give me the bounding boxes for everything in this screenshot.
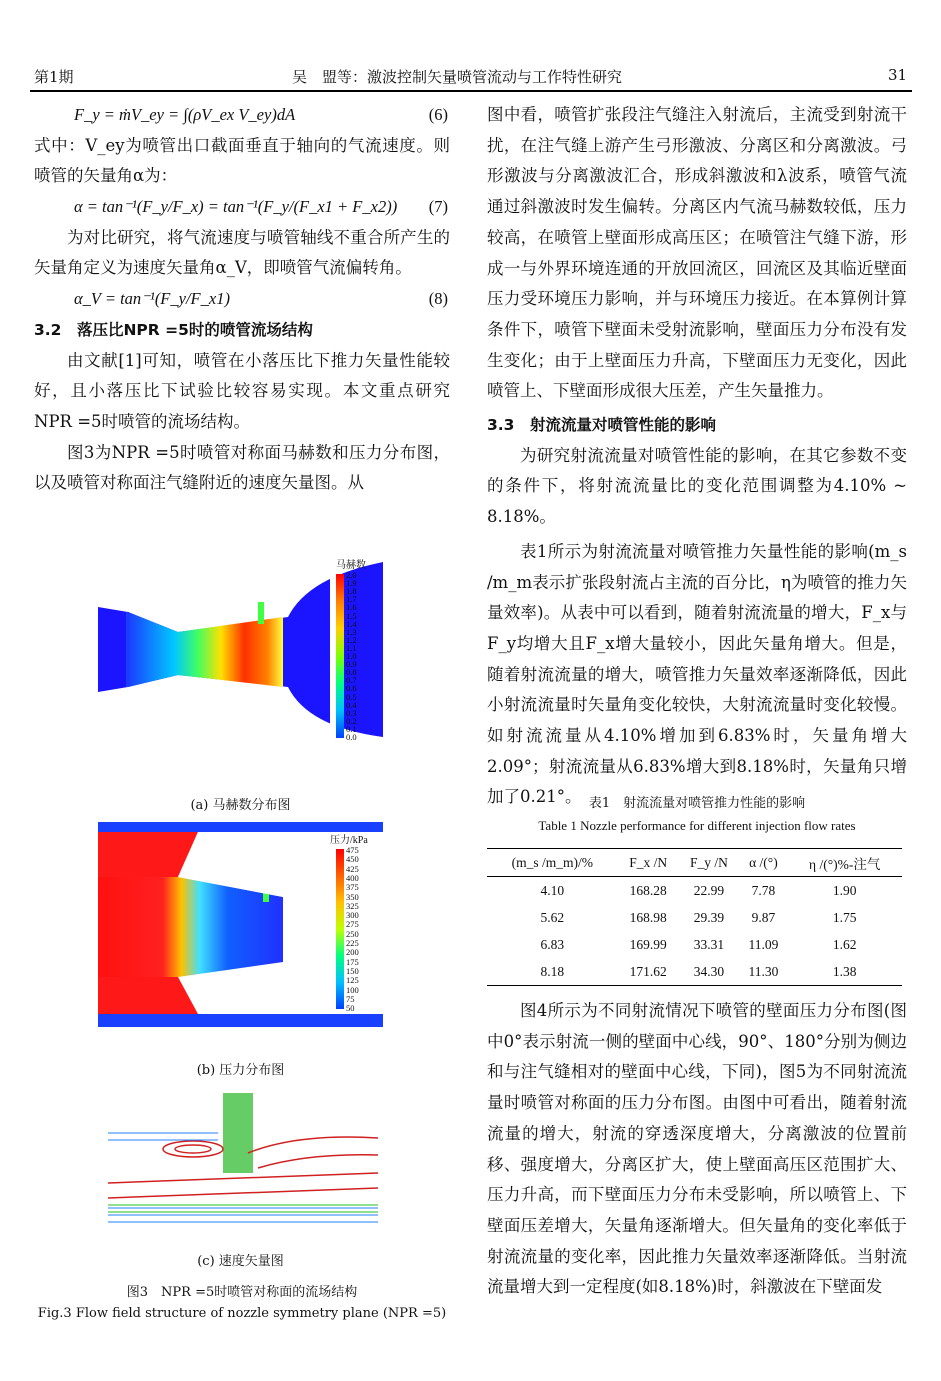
colorbar-tick-label: 1.5 bbox=[346, 610, 357, 621]
colorbar-tick-label: 300 bbox=[346, 910, 359, 921]
colorbar-tick-label: 400 bbox=[346, 872, 359, 883]
equation-7-number: (7) bbox=[428, 197, 448, 217]
journal-issue: 第1期 bbox=[34, 68, 74, 86]
colorbar-tick-label: 225 bbox=[346, 938, 359, 948]
section-heading-3-3: 3.3 射流流量对喷管性能的影响 bbox=[487, 416, 716, 435]
colorbar-tick-label: 0.9 bbox=[346, 659, 357, 670]
table-row bbox=[487, 931, 902, 958]
page-number: 31 bbox=[888, 66, 908, 84]
paragraph: 表1所示为射流流量对喷管推力矢量性能的影响(m_s /m_m表示扩张段射流占主流的百分比，η为喷管的推力矢量效率)。从表中可以看到，随着射流流量的增大，F_x与F_y均增大且F_x增大量较小，因此矢量角增大。但是，随着射流流量的增大，喷管推力矢量效率逐渐降低，因此小射流流量时矢量角变化较快，大射流流量时变化较慢。如射流流量从4.10%增加到6.83%时，矢量角增大2.09°；射流流量从6.83%增大到8.18%时，矢量角只增加了0.21°。 bbox=[487, 541, 907, 807]
table-row bbox=[487, 877, 902, 905]
table-header: η /(°)%-注气 bbox=[787, 849, 902, 877]
pressure-colorbar bbox=[336, 849, 344, 1009]
figure-3-caption-cn: 图3 NPR =5时喷管对称面的流场结构 bbox=[126, 1285, 358, 1300]
equation-6 bbox=[34, 100, 450, 131]
mach-colorbar bbox=[336, 574, 344, 738]
colorbar-tick-label: 1.1 bbox=[346, 642, 357, 653]
table-cell: 11.30 bbox=[748, 963, 779, 979]
paragraph: 为研究射流流量对喷管性能的影响，在其它参数不变的条件下，将射流流量比的变化范围调整为4.10% ~ 8.18%。 bbox=[487, 445, 907, 527]
colorbar-tick-label: 100 bbox=[346, 984, 359, 995]
colorbar-tick-label: 75 bbox=[346, 993, 355, 1004]
table-1-title-en: Table 1 Nozzle performance for different injection flow rates bbox=[538, 818, 856, 833]
colorbar-tick-label: 475 bbox=[346, 845, 359, 855]
colorbar-tick-label: 0.0 bbox=[346, 732, 357, 742]
colorbar-tick-label: 0.1 bbox=[346, 723, 357, 734]
equation-7 bbox=[34, 192, 450, 223]
equation-7-expr: α = tan⁻¹(F_y/F_x) = tan⁻¹(F_y/(F_x1 + F_x2)) bbox=[74, 197, 398, 217]
table-cell: 168.28 bbox=[629, 882, 667, 898]
paragraph: 图中看，喷管扩张段注气缝注入射流后，主流受到射流干扰，在注气缝上游产生弓形激波、分离区和分离激波。弓形激波与分离激波汇合，形成斜激波和λ波系，喷管气流通过斜激波时发生偏转。分离区内气流马赫数较低，压力较高，在喷管上壁面形成高压区；在喷管注气缝下游，形成一与外界环境连通的开放回流区，回流区及其临近壁面压力受环境压力影响，并与环境压力接近。在本算例计算条件下，喷管下壁面未受射流影响，壁面压力分布没有发生变化；由于上壁面压力升高，下壁面压力无变化，因此喷管上、下壁面形成很大压差，产生矢量推力。 bbox=[487, 105, 907, 401]
colorbar-tick-label: 200 bbox=[346, 947, 359, 958]
colorbar-tick-label: 0.8 bbox=[346, 667, 357, 678]
equation-8-number: (8) bbox=[428, 289, 448, 309]
table-header: F_x /N bbox=[618, 849, 679, 877]
table-header: α /(°) bbox=[739, 849, 787, 877]
colorbar-tick-label: 1.8 bbox=[346, 586, 357, 597]
table-cell: 22.99 bbox=[693, 882, 725, 898]
colorbar-tick-label: 175 bbox=[346, 956, 359, 967]
colorbar-tick-label: 0.5 bbox=[346, 691, 357, 702]
colorbar-tick-label: 0.7 bbox=[346, 675, 357, 686]
velocity-vector-plot bbox=[98, 1093, 383, 1233]
colorbar-tick-label: 150 bbox=[346, 965, 359, 976]
colorbar-tick-label: 1.3 bbox=[346, 626, 357, 637]
table-header: F_y /N bbox=[679, 849, 740, 877]
colorbar-tick-label: 1.7 bbox=[346, 594, 357, 605]
table-cell: 169.99 bbox=[629, 936, 667, 952]
colorbar-tick-label: 0.3 bbox=[346, 707, 357, 718]
table-cell: 11.09 bbox=[748, 936, 779, 952]
colorbar-tick-label: 1.4 bbox=[346, 618, 357, 629]
colorbar-tick-label: 50 bbox=[346, 1003, 355, 1014]
table-cell: 6.83 bbox=[540, 936, 565, 952]
colorbar-tick-label: 275 bbox=[346, 919, 359, 930]
table-row bbox=[487, 958, 902, 986]
table-cell: 34.30 bbox=[693, 963, 725, 979]
paragraph: 为对比研究，将气流速度与喷管轴线不重合所产生的矢量角定义为速度矢量角α_V，即喷管气流偏转角。 bbox=[34, 227, 450, 278]
colorbar-tick-label: 0.2 bbox=[346, 715, 357, 726]
paragraph: 式中：V_ey为喷管出口截面垂直于轴向的气流速度。则喷管的矢量角α为： bbox=[34, 135, 450, 186]
subcaption-c: (c) 速度矢量图 bbox=[197, 1254, 284, 1269]
colorbar-tick-label: 1.2 bbox=[346, 634, 357, 645]
colorbar-tick-label: 2.0 bbox=[346, 570, 357, 580]
paragraph: 图3为NPR =5时喷管对称面马赫数和压力分布图，以及喷管对称面注气缝附近的速度矢量图。从 bbox=[34, 442, 450, 493]
colorbar-tick-label: 375 bbox=[346, 882, 359, 893]
table-cell: 7.78 bbox=[751, 882, 776, 898]
table-cell: 1.90 bbox=[832, 882, 857, 898]
header-rule bbox=[30, 90, 912, 92]
colorbar-tick-label: 125 bbox=[346, 975, 359, 986]
left-column bbox=[34, 100, 450, 499]
colorbar-tick-label: 450 bbox=[346, 854, 359, 865]
colorbar-tick-label: 1.0 bbox=[346, 651, 357, 661]
mach-contour-figure bbox=[98, 547, 383, 752]
table-1 bbox=[487, 848, 902, 986]
table-header: (m_s /m_m)/% bbox=[487, 849, 618, 877]
table-1-title-cn: 表1 射流流量对喷管推力性能的影响 bbox=[588, 796, 806, 811]
table-cell: 5.62 bbox=[540, 909, 565, 925]
colorbar-tick-label: 0.4 bbox=[346, 699, 357, 710]
colorbar-tick-label: 350 bbox=[346, 891, 359, 902]
subcaption-b: (b) 压力分布图 bbox=[196, 1063, 285, 1078]
table-cell: 1.75 bbox=[832, 909, 857, 925]
section-heading-3-2: 3.2 落压比NPR =5时的喷管流场结构 bbox=[34, 320, 313, 339]
colorbar-tick-label: 1.9 bbox=[346, 578, 357, 589]
colorbar-tick-label: 1.6 bbox=[346, 602, 357, 613]
colorbar-tick-label: 325 bbox=[346, 900, 359, 911]
equation-6-expr: F_y = ṁV_ey = ∫(ρV_ex V_ey)dA bbox=[74, 105, 296, 124]
table-cell: 29.39 bbox=[693, 909, 725, 925]
table-cell: 8.18 bbox=[540, 963, 565, 979]
equation-8 bbox=[34, 284, 450, 315]
pressure-contour-figure bbox=[98, 822, 383, 1027]
table-cell: 168.98 bbox=[629, 909, 667, 925]
figure-3-caption-en: Fig.3 Flow field structure of nozzle symmetry plane (NPR =5) bbox=[37, 1306, 447, 1321]
velocity-vector-figure bbox=[98, 1093, 383, 1233]
colorbar-tick-label: 250 bbox=[346, 928, 359, 939]
colorbar-tick-label: 0.6 bbox=[346, 683, 357, 694]
right-column bbox=[487, 100, 907, 813]
pressure-legend-title: 压力/kPa bbox=[330, 835, 368, 846]
running-title: 吴 盟等：激波控制矢量喷管流动与工作特性研究 bbox=[292, 68, 623, 86]
equation-6-number: (6) bbox=[428, 105, 448, 124]
paragraph: 由文献[1]可知，喷管在小落压比下推力矢量性能较好，且小落压比下试验比较容易实现。本文重点研究NPR =5时喷管的流场结构。 bbox=[34, 350, 450, 431]
table-row bbox=[487, 904, 902, 931]
right-column-continued bbox=[487, 996, 907, 1303]
mach-legend-title: 马赫数 bbox=[336, 560, 366, 571]
equation-8-expr: α_V = tan⁻¹(F_y/F_x1) bbox=[74, 289, 230, 309]
paragraph: 图4所示为不同射流情况下喷管的壁面压力分布图(图中0°表示射流一侧的壁面中心线，90°、180°分别为侧边和与注气缝相对的壁面中心线，下同)，图5为不同射流流量时喷管对称面的压力分布图。由图中可看出，随着射流流量的增大，射流的穿透深度增大，分离激波的位置前移、强度增大，分离区扩大，使上壁面高压区范围扩大、压力升高，而下壁面压力分布未受影响，所以喷管上、下壁面压差增大，矢量角逐渐增大。但矢量角的变化率低于射流流量的变化率，因此推力矢量效率逐渐降低。当射流流量增大到一定程度(如8.18%)时，斜激波在下壁面发 bbox=[487, 1001, 907, 1297]
table-cell: 4.10 bbox=[540, 882, 565, 898]
table-cell: 1.38 bbox=[832, 963, 857, 979]
table-cell: 1.62 bbox=[832, 936, 857, 952]
table-cell: 9.87 bbox=[751, 909, 776, 925]
table-cell: 171.62 bbox=[629, 963, 667, 979]
table-cell: 33.31 bbox=[693, 936, 725, 952]
colorbar-tick-label: 425 bbox=[346, 863, 359, 874]
subcaption-a: (a) 马赫数分布图 bbox=[190, 798, 291, 813]
